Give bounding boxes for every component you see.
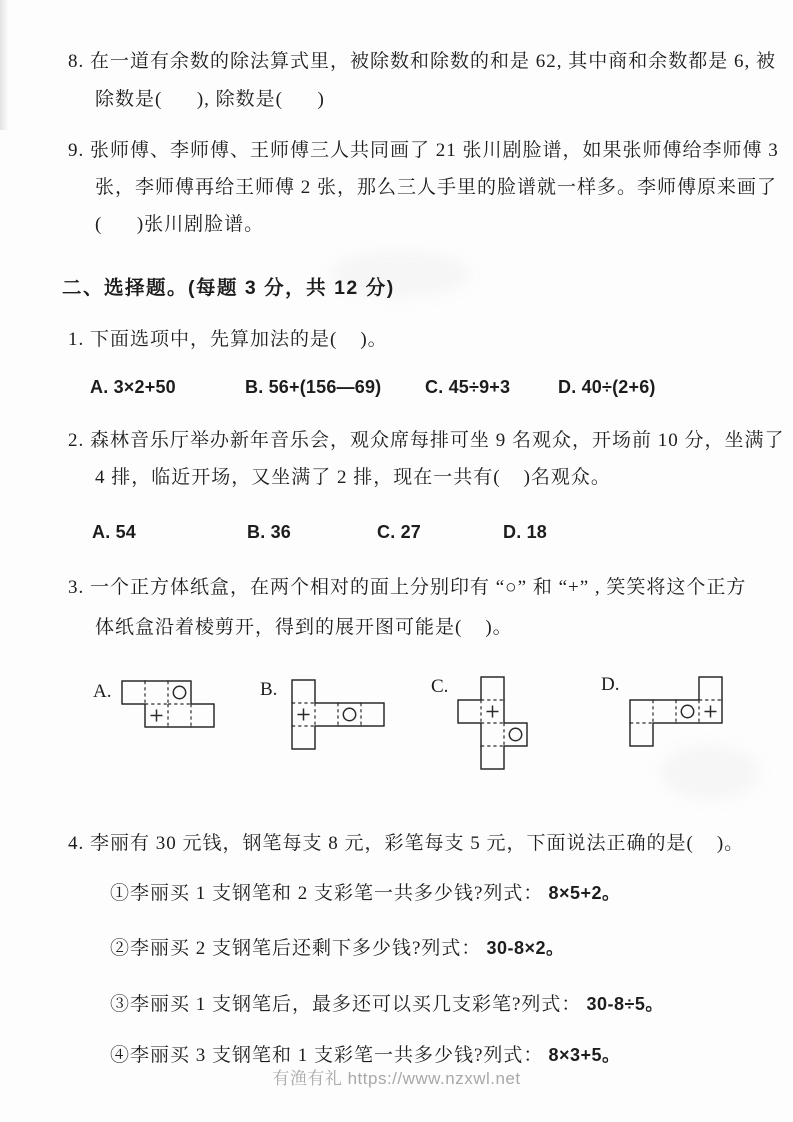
choice-4-statement-3-text: ③李丽买 1 支钢笔后，最多还可以买几支彩笔?列式：: [110, 994, 582, 1015]
cube-net-a-label: A.: [93, 681, 112, 702]
question-9-line-2: 张，李师傅再给王师傅 2 张，那么三人手里的脸谱就一样多。李师傅原来画了: [95, 177, 778, 198]
choice-4-statement-3: [110, 993, 664, 1017]
choice-3-stem-line-1: 3. 一个正方体纸盒，在两个相对的面上分别印有 “○” 和 “+” , 笑笑将这个正方: [68, 577, 747, 598]
cube-net-diagram-b: [291, 679, 385, 755]
question-8-line-2: 除数是( ), 除数是( ): [95, 89, 325, 110]
choice-2-stem-line-2: 4 排，临近开场，又坐满了 2 排，现在一共有( )名观众。: [95, 467, 611, 488]
choice-1-option-d: D. 40÷(2+6): [558, 377, 656, 397]
choice-1-option-b: B. 56+(156—69): [245, 377, 382, 397]
choice-4-statement-2-text: ②李丽买 2 支钢笔后还剩下多少钱?列式：: [110, 938, 482, 959]
choice-1-option-a: A. 3×2+50: [90, 377, 176, 397]
cube-net-d-label: D.: [601, 674, 620, 695]
cube-net-c-label: C.: [431, 676, 449, 697]
choice-4-stem: 4. 李丽有 30 元钱，钢笔每支 8 元，彩笔每支 5 元，下面说法正确的是( )。: [68, 833, 745, 854]
cube-net-b-label: B.: [260, 679, 278, 700]
question-9-line-3: ( )张川剧脸谱。: [95, 214, 265, 235]
cube-net-diagram-a: [121, 680, 215, 733]
choice-1-stem: 1. 下面选项中，先算加法的是( )。: [68, 329, 388, 350]
choice-4-statement-2: [110, 937, 565, 961]
choice-4-statement-2-formula: 30-8×2。: [486, 938, 565, 958]
choice-4-statement-1-text: ①李丽买 1 支钢笔和 2 支彩笔一共多少钱?列式：: [110, 883, 544, 904]
choice-4-statement-4-text: ④李丽买 3 支钢笔和 1 支彩笔一共多少钱?列式：: [110, 1045, 544, 1066]
cube-net-diagram-d: [629, 676, 723, 752]
choice-3-stem-line-2: 体纸盒沿着棱剪开，得到的展开图可能是( )。: [95, 617, 513, 638]
choice-2-stem-line-1: 2. 森林音乐厅举办新年音乐会，观众席每排可坐 9 名观众，开场前 10 分，坐满了: [68, 430, 785, 451]
choice-4-statement-1: [110, 882, 621, 906]
scan-smudge: [660, 745, 760, 800]
question-8-line-1: 8. 在一道有余数的除法算式里，被除数和除数的和是 62, 其中商和余数都是 6, 被: [68, 51, 777, 72]
choice-4-statement-1-formula: 8×5+2。: [548, 883, 621, 903]
choice-2-option-a: A. 54: [92, 522, 137, 542]
cube-net-diagram-c: [457, 676, 528, 775]
scan-edge-shadow: [0, 0, 9, 130]
choice-1-option-c: C. 45÷9+3: [425, 377, 511, 397]
question-9-line-1: 9. 张师傅、李师傅、王师傅三人共同画了 21 张川剧脸谱，如果张师傅给李师傅 3: [68, 140, 779, 161]
choice-4-statement-3-formula: 30-8÷5。: [586, 994, 664, 1014]
choice-2-option-d: D. 18: [503, 522, 548, 542]
section-2-header: 二、选择题。(每题 3 分，共 12 分): [62, 277, 395, 299]
choice-2-option-b: B. 36: [247, 522, 292, 542]
choice-2-option-c: C. 27: [377, 522, 422, 542]
choice-4-statement-4-formula: 8×3+5。: [548, 1045, 621, 1065]
watermark: 有渔有礼 https://www.nzxwl.net: [272, 1069, 521, 1088]
